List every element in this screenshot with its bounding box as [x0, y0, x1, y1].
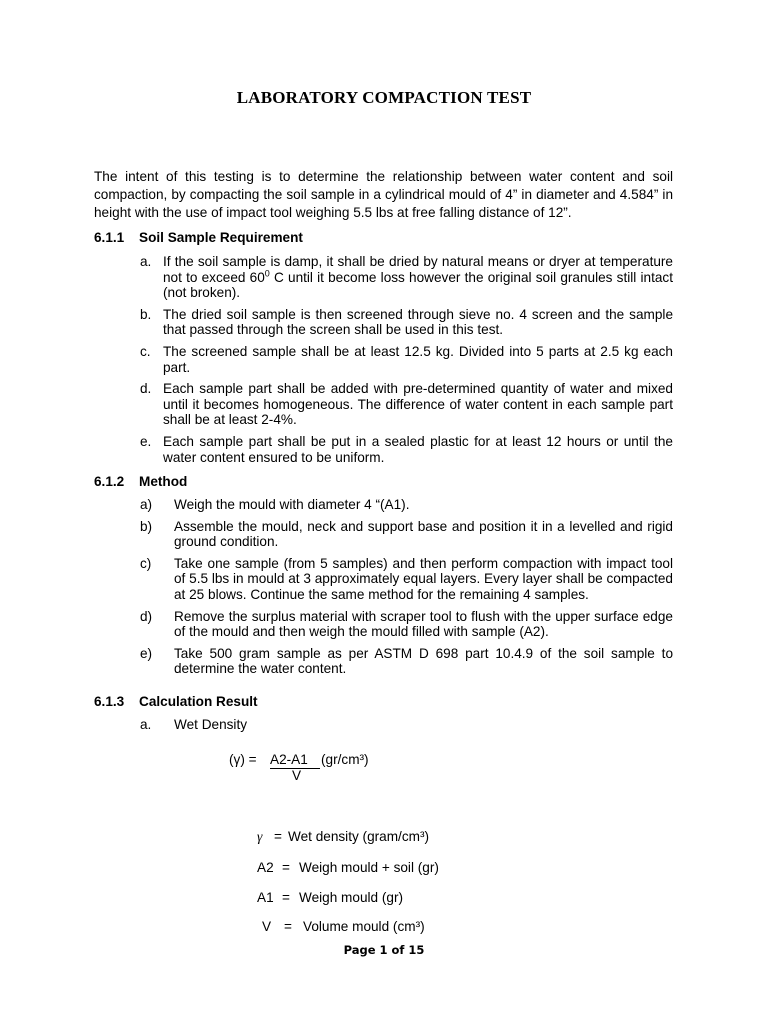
page-number: Page 1 of 15 — [343, 943, 425, 957]
list-item-text: The dried soil sample is then screened through sieve no. 4 screen and the sample that passed through the screen shall be used in this test. — [163, 306, 673, 338]
def-symbol: V — [262, 919, 272, 934]
section-number: 6.1.2 — [94, 474, 125, 489]
list-marker: b. — [140, 306, 152, 322]
list-item-text: Each sample part shall be added with pre-determined quantity of water and mixed until it becomes homogeneous. The difference of water content in each sample part shall be at least 2-4%. — [163, 381, 673, 428]
list-item — [140, 609, 673, 640]
list-item — [140, 519, 673, 550]
list-item — [140, 344, 673, 375]
document-title: LABORATORY COMPACTION TEST — [236, 88, 532, 107]
formula-unit: (gr/cm³) — [321, 752, 369, 767]
def-symbol: A2 — [257, 860, 274, 875]
section-number: 6.1.1 — [94, 230, 125, 245]
def-symbol: γ — [257, 829, 263, 844]
section-title: Method — [139, 474, 188, 489]
list-item-text: Remove the surplus material with scraper tool to flush with the upper surface edge of the mould and then weigh the mould filled with sample (A2). — [174, 608, 673, 640]
def-equals: = — [274, 829, 282, 844]
list-marker: b) — [140, 518, 153, 534]
formula-lhs: (γ) = — [229, 752, 257, 767]
list-marker: d) — [140, 608, 153, 624]
list-item — [140, 434, 673, 465]
list-item-text: Each sample part shall be put in a sealed plastic for at least 12 hours or until the water content ensured to be uniform. — [163, 433, 673, 465]
list-item — [140, 556, 673, 603]
list-item — [140, 497, 673, 513]
list-item — [140, 646, 673, 677]
list-item-text: Assemble the mould, neck and support base and position it in a levelled and rigid ground condition. — [174, 518, 673, 550]
section-title: Soil Sample Requirement — [139, 230, 303, 245]
method-list — [140, 497, 673, 683]
list-item — [140, 307, 673, 338]
calc-item-label: Wet Density — [174, 717, 248, 732]
def-description: Wet density (gram/cm³) — [288, 829, 429, 844]
def-description: Weigh mould (gr) — [299, 890, 404, 905]
list-marker: d. — [140, 381, 152, 397]
list-item-text-cont: C until it become loss however the original soil granules still intact (not broken). — [163, 269, 673, 301]
list-item-text: Take 500 gram sample as per ASTM D 698 part 10.4.9 of the soil sample to determine the water content. — [174, 645, 673, 677]
list-marker: a) — [140, 497, 153, 512]
def-equals: = — [284, 919, 292, 934]
list-item-text: Take one sample (from 5 samples) and then perform compaction with impact tool of 5.5 lbs in mould at 3 approximately equal layers. Every layer shall be compacted at 25 blows. Continue the same method for the remaining 4 samples. — [174, 555, 673, 602]
list-item-text: If the soil sample is damp, it shall be dried by natural means or dryer at temperature not to exceed 60 — [163, 254, 673, 285]
def-symbol: A1 — [257, 890, 274, 905]
section-heading-6-1-3 — [94, 694, 258, 709]
def-equals: = — [282, 860, 290, 875]
list-marker: c) — [140, 555, 152, 571]
list-item — [140, 381, 673, 428]
list-item — [140, 254, 673, 301]
formula-numerator: A2-A1 — [270, 752, 320, 769]
superscript: 0 — [264, 268, 270, 279]
list-marker: e. — [140, 433, 152, 449]
calc-item-marker: a. — [140, 717, 152, 732]
def-description: Weigh mould + soil (gr) — [299, 860, 439, 875]
list-marker: c. — [140, 343, 151, 359]
list-marker: a. — [140, 254, 152, 269]
section-heading-6-1-2 — [94, 474, 187, 489]
list-marker: e) — [140, 645, 153, 661]
soil-requirement-list — [140, 254, 673, 471]
section-heading-6-1-1 — [94, 230, 303, 245]
def-equals: = — [282, 890, 290, 905]
list-item-text: Weigh the mould with diameter 4 “(A1). — [174, 497, 410, 512]
section-number: 6.1.3 — [94, 694, 125, 709]
intro-paragraph: The intent of this testing is to determine the relationship between water content and soil compaction, by compacting the soil sample in a cylindrical mould of 4” in diameter and 4.584” in height with the use of impact tool weighing 5.5 lbs at free falling distance of 12”. — [94, 169, 673, 220]
def-description: Volume mould (cm³) — [303, 919, 425, 934]
list-item-text: The screened sample shall be at least 12.5 kg. Divided into 5 parts at 2.5 kg each part. — [163, 343, 673, 375]
section-title: Calculation Result — [139, 694, 258, 709]
formula-denominator: V — [292, 768, 302, 783]
